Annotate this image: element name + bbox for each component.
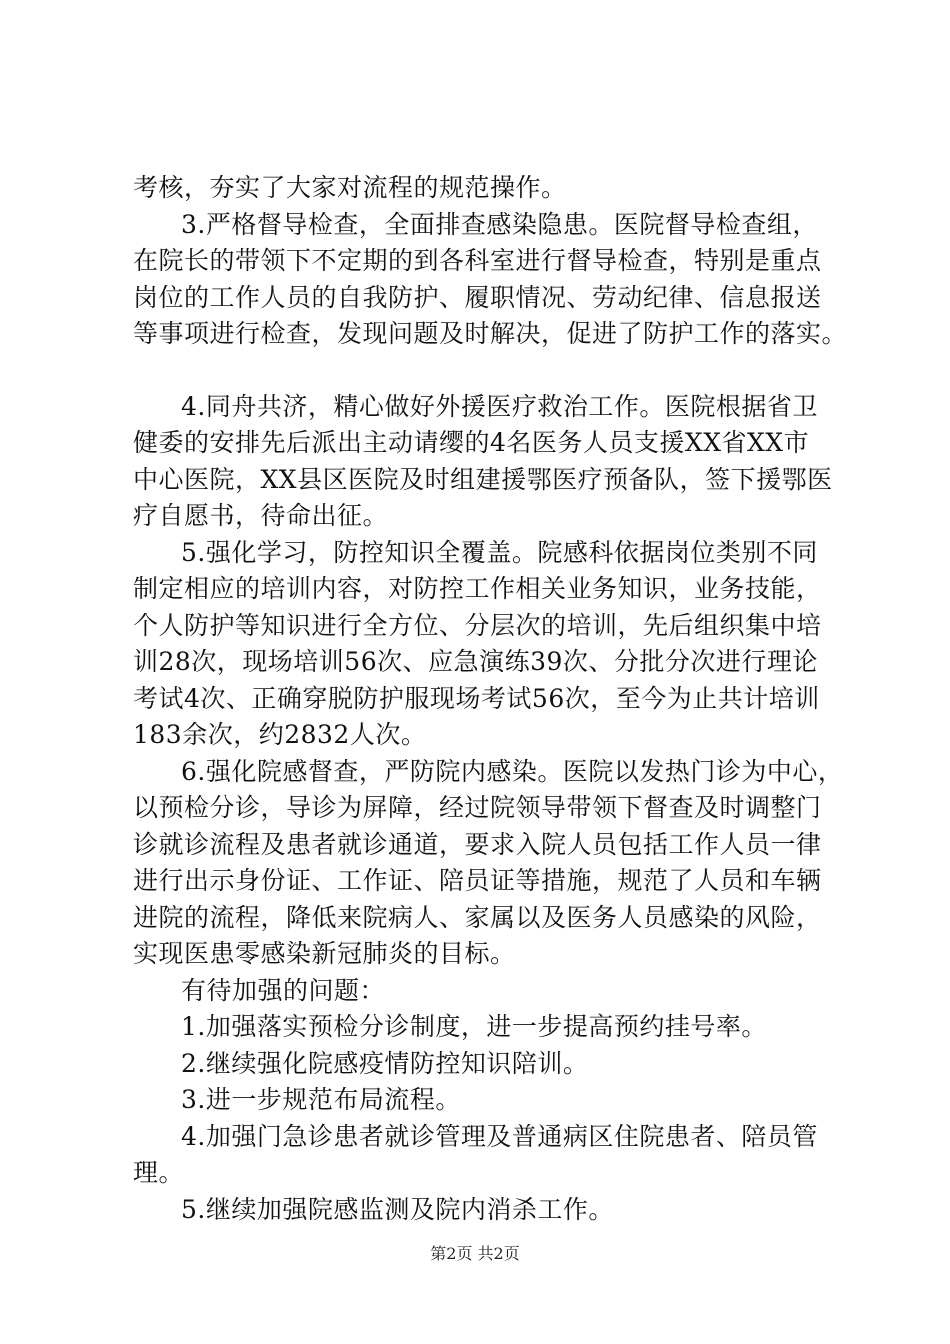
text-line: 183余次，约2832人次。	[133, 720, 427, 749]
text-line: 进行出示身份证、工作证、陪员证等措施，规范了人员和车辆	[133, 866, 822, 895]
list-item: 3.进一步规范布局流程。	[181, 1085, 461, 1114]
text-line: 疗自愿书，待命出征。	[133, 501, 389, 530]
text-line: 5.强化学习，防控知识全覆盖。院感科依据岗位类别不同	[181, 537, 818, 567]
document-body	[133, 170, 853, 1228]
text-line: 4.同舟共济，精心做好外援医疗救治工作。医院根据省卫	[181, 391, 818, 421]
text-line: 个人防护等知识进行全方位、分层次的培训，先后组织集中培	[133, 610, 822, 640]
text-line: 诊就诊流程及患者就诊通道，要求入院人员包括工作人员一律	[133, 829, 822, 859]
text-line: 实现医患零感染新冠肺炎的目标。	[133, 939, 516, 968]
text-line: 制定相应的培训内容，对防控工作相关业务知识，业务技能，	[133, 574, 822, 603]
text-line: 岗位的工作人员的自我防护、履职情况、劳动纪律、信息报送	[133, 282, 822, 312]
text-line: 中心医院，XX县区医院及时组建援鄂医疗预备队，签下援鄂医	[133, 464, 833, 494]
section-heading: 有待加强的问题：	[181, 975, 386, 1005]
text-line: 在院长的带领下不定期的到各科室进行督导检查，特别是重点	[133, 246, 822, 275]
list-item: 5.继续加强院感监测及院内消杀工作。	[181, 1194, 614, 1224]
text-line: 进院的流程，降低来院病人、家属以及医务人员感染的风险，	[133, 902, 822, 932]
text-line: 以预检分诊，导诊为屏障，经过院领导带领下督查及时调整门	[133, 793, 822, 822]
text-line: 6.强化院感督查，严防院内感染。医院以发热门诊为中心，	[181, 756, 844, 786]
text-line: 考核，夯实了大家对流程的规范操作。	[133, 173, 567, 202]
text-line: 健委的安排先后派出主动请缨的4名医务人员支援XX省XX市	[133, 428, 810, 457]
text-line: 训28次，现场培训56次、应急演练39次、分批分次进行理论	[133, 647, 818, 676]
text-line: 等事项进行检查，发现问题及时解决，促进了防护工作的落实。	[133, 319, 848, 348]
list-item-continuation: 理。	[133, 1158, 185, 1187]
list-item: 1.加强落实预检分诊制度，进一步提高预约挂号率。	[181, 1012, 767, 1041]
text-line: 3.严格督导检查，全面排查感染隐患。医院督导检查组，	[181, 209, 818, 239]
page-number-footer: 第2页 共2页	[430, 1244, 520, 1263]
paragraph-gap	[133, 353, 853, 389]
list-item: 4.加强门急诊患者就诊管理及普通病区住院患者、陪员管	[181, 1121, 818, 1151]
text-line: 考试4次、正确穿脱防护服现场考试56次，至今为止共计培训	[133, 683, 820, 713]
list-item: 2.继续强化院感疫情防控知识陪训。	[181, 1048, 589, 1078]
